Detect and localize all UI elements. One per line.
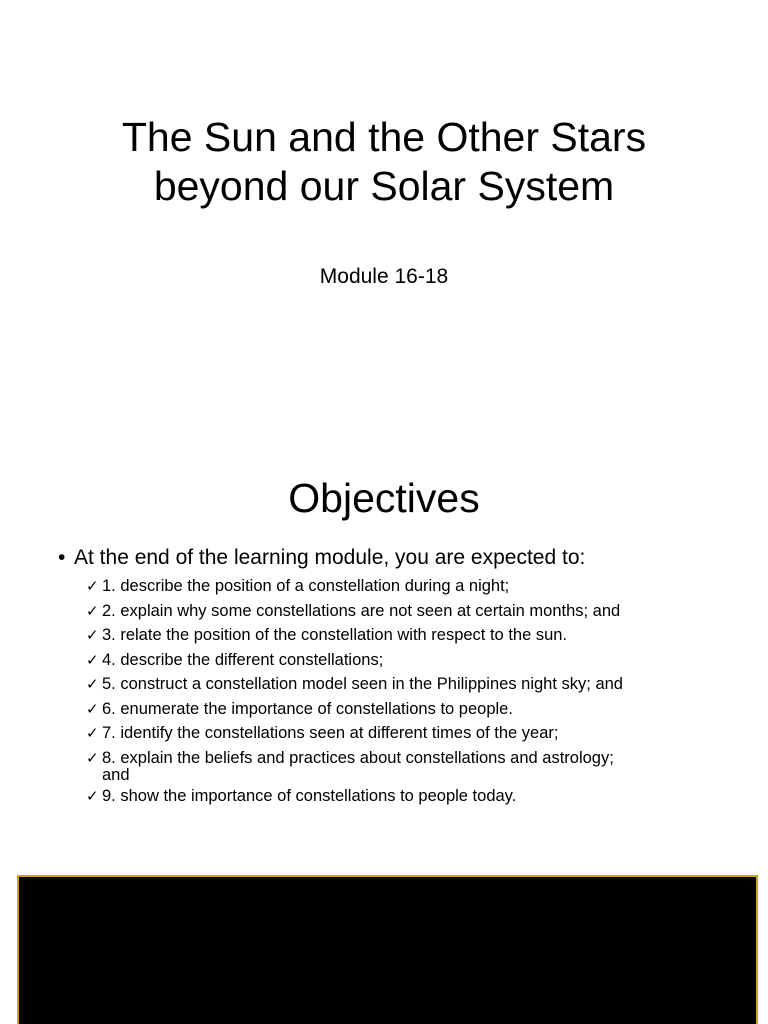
objective-item: [86, 623, 708, 648]
objective-item: [86, 721, 708, 746]
objective-item: [86, 784, 708, 809]
checkmark-icon: ✓: [86, 748, 99, 767]
objective-text: 7. identify the constellations seen at different times of the year;: [102, 724, 559, 742]
objective-item: [86, 648, 708, 673]
checkmark-icon: ✓: [86, 699, 99, 718]
objectives-slide: [0, 432, 768, 864]
slide-title-line-1: The Sun and the Other Stars: [121, 114, 647, 160]
objective-text: 2. explain why some constellations are not seen at certain months; and: [102, 601, 621, 620]
slide-title: [40, 113, 728, 211]
checkmark-icon: ✓: [86, 675, 99, 693]
objective-text: 1. describe the position of a constellation during a night;: [102, 577, 510, 595]
checkmark-icon: ✓: [86, 626, 99, 644]
checkmark-icon: ✓: [86, 601, 99, 620]
checkmark-icon: ✓: [86, 787, 99, 805]
title-slide: [0, 0, 768, 432]
objective-text: 8. explain the beliefs and practices about constellations and astrology;: [102, 748, 614, 767]
bullet-icon: •: [58, 546, 66, 569]
objective-continuation: and: [102, 766, 130, 784]
slide-subtitle: Module 16-18: [319, 265, 449, 288]
objective-text: 6. enumerate the importance of constellations to people.: [102, 699, 513, 718]
objective-item: [86, 574, 708, 599]
objective-text: 3. relate the position of the constellation with respect to the sun.: [102, 626, 568, 644]
next-slide-preview: [17, 875, 758, 1024]
objective-text: 5. construct a constellation model seen in the Philippines night sky; and: [102, 675, 623, 693]
objectives-title: Objectives: [288, 475, 480, 521]
checkmark-icon: ✓: [86, 577, 99, 595]
objectives-intro: [58, 545, 748, 571]
objective-text: 9. show the importance of constellations to people today.: [102, 787, 517, 805]
objective-item: [86, 697, 708, 722]
objectives-intro-text: At the end of the learning module, you are expected to:: [74, 546, 586, 569]
objective-text: 4. describe the different constellations;: [102, 650, 384, 669]
checkmark-icon: ✓: [86, 650, 99, 669]
objective-item: [86, 672, 708, 697]
objectives-list: [86, 574, 708, 809]
checkmark-icon: ✓: [86, 724, 99, 742]
objective-item: [86, 746, 708, 785]
slide-title-line-2: beyond our Solar System: [153, 163, 615, 209]
objective-item: [86, 599, 708, 624]
